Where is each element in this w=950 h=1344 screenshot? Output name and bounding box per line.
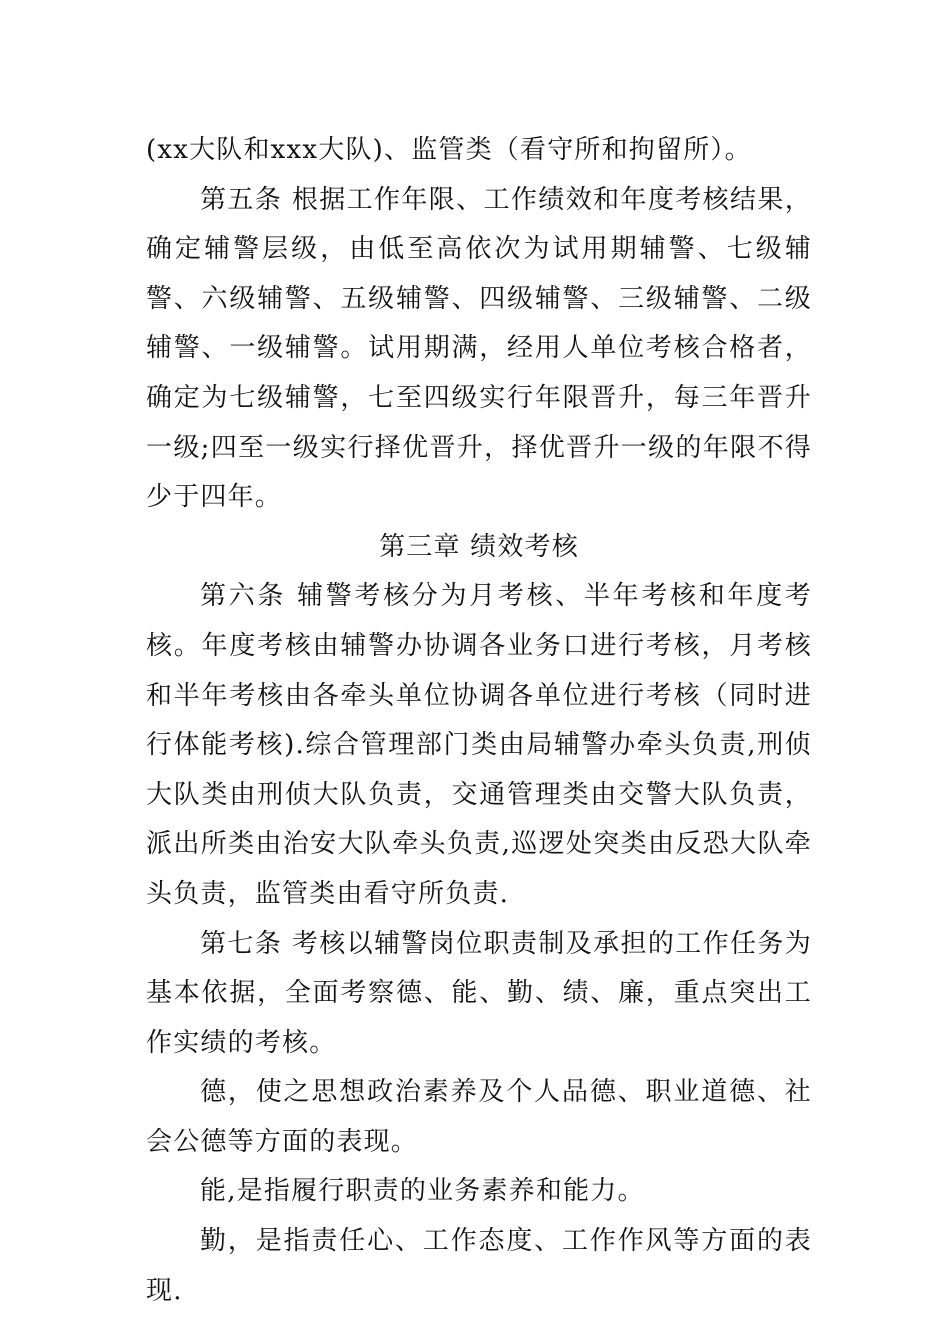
paragraph-article-7: 第七条 考核以辅警岗位职责制及承担的工作任务为基本依据，全面考察德、能、勤、绩、廉，重点突出工作实绩的考核。 [146,928,812,1058]
paragraph-continuation: (xx大队和xxx大队)、监管类（看守所和拘留所）。 [146,135,752,165]
paragraph-diligence: 勤，是指责任心、工作态度、工作作风等方面的表现. [146,1226,812,1306]
paragraph-ability: 能,是指履行职责的业务素养和能力。 [200,1176,645,1207]
paragraph-article-6: 第六条 辅警考核分为月考核、半年考核和年度考核。年度考核由辅警办协调各业务口进行考核，月考核和半年考核由各牵头单位协调各单位进行考核（同时进行体能考核).综合管理部门类由局辅警办牵头负责,刑侦大队类由刑侦大队负责，交通管理类由交警大队负责，派出所类由治安大队牵头负责,巡逻处突类由反恐大队牵头负责，监管类由看守所负责. [146,581,812,909]
chapter-title: 第三章 绩效考核 [379,531,579,562]
paragraph-virtue: 德，使之思想政治素养及个人品德、职业道德、社会公德等方面的表现。 [146,1077,812,1157]
document-body [146,126,812,1316]
paragraph-article-5: 第五条 根据工作年限、工作绩效和年度考核结果，确定辅警层级，由低至高依次为试用期辅警、七级辅警、六级辅警、五级辅警、四级辅警、三级辅警、二级辅警、一级辅警。试用期满，经用人单位考核合格者，确定为七级辅警，七至四级实行年限晋升，每三年晋升一级;四至一级实行择优晋升，择优晋升一级的年限不得少于四年。 [146,184,812,513]
